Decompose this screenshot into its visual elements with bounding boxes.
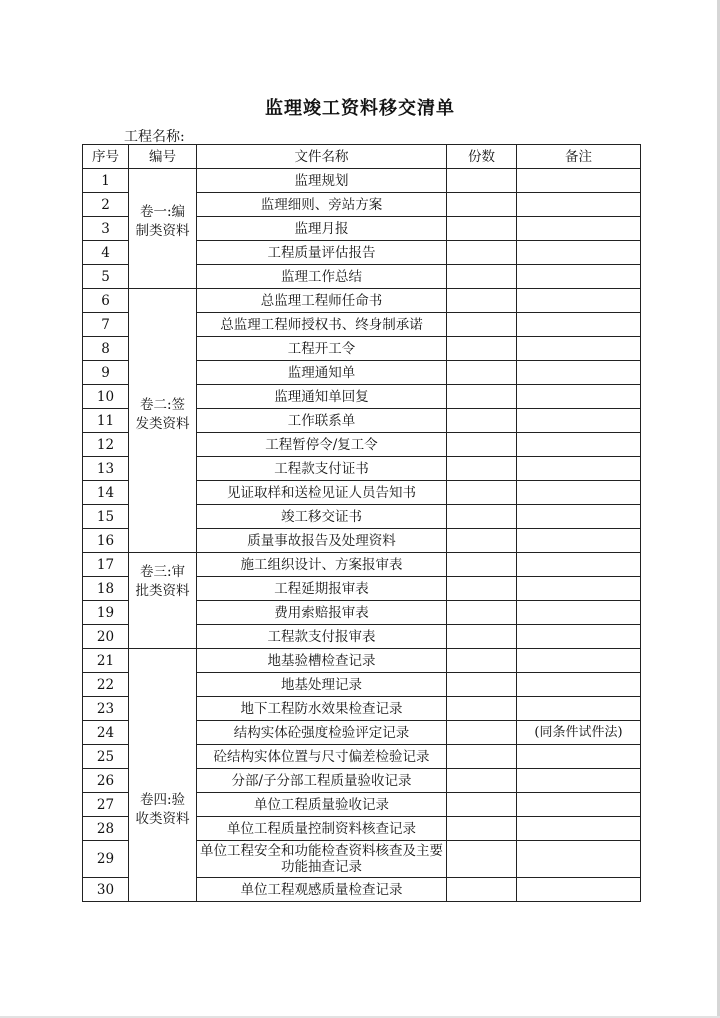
table-row [83,289,641,313]
file-name: 总监理工程师任命书 [197,289,447,313]
table-header-row [83,145,641,169]
file-name: 见证取样和送检见证人员告知书 [197,481,447,505]
file-name: 监理规划 [197,169,447,193]
copies-cell [447,817,517,841]
file-name: 竣工移交证书 [197,505,447,529]
file-name: 单位工程质量验收记录 [197,793,447,817]
copies-cell [447,289,517,313]
remark-cell [517,481,641,505]
volume-cell [129,289,197,553]
volume-label: 卷二:签发类资料 [135,397,190,432]
remark-cell [517,433,641,457]
file-name: 单位工程质量控制资料核查记录 [197,817,447,841]
remark-cell [517,577,641,601]
copies-cell [447,673,517,697]
row-number: 12 [83,433,129,457]
row-number: 8 [83,337,129,361]
copies-cell [447,433,517,457]
project-name-label: 工程名称: [124,129,185,145]
remark-cell [517,673,641,697]
remark-cell [517,169,641,193]
copies-cell [447,409,517,433]
file-name: 工程暂停令/复工令 [197,433,447,457]
copies-cell [447,505,517,529]
file-name: 监理通知单 [197,361,447,385]
volume-cell [129,649,197,902]
file-name: 工程质量评估报告 [197,241,447,265]
volume-cell [129,169,197,289]
file-name: 结构实体砼强度检验评定记录 [197,721,447,745]
remark-cell [517,793,641,817]
row-number: 16 [83,529,129,553]
remark-cell [517,313,641,337]
file-name: 单位工程观感质量检查记录 [197,878,447,902]
copies-cell [447,793,517,817]
remark-cell [517,625,641,649]
remark-cell [517,878,641,902]
file-name: 监理细则、旁站方案 [197,193,447,217]
row-number: 11 [83,409,129,433]
remark-cell [517,697,641,721]
row-number: 25 [83,745,129,769]
file-name: 工程延期报审表 [197,577,447,601]
header-copies: 份数 [447,145,517,169]
remark-cell [517,409,641,433]
remark-cell [517,337,641,361]
document-title: 监理竣工资料移交清单 [265,98,455,119]
remark-cell [517,745,641,769]
table-body [83,169,641,902]
file-name: 工程款支付证书 [197,457,447,481]
copies-cell [447,697,517,721]
file-name: 地下工程防水效果检查记录 [197,697,447,721]
row-number: 5 [83,265,129,289]
row-number: 23 [83,697,129,721]
header-no: 序号 [83,145,129,169]
remark-cell [517,841,641,878]
copies-cell [447,649,517,673]
remark-cell [517,769,641,793]
copies-cell [447,481,517,505]
row-number: 17 [83,553,129,577]
file-name: 分部/子分部工程质量验收记录 [197,769,447,793]
row-number: 7 [83,313,129,337]
remark-cell [517,193,641,217]
file-name: 监理工作总结 [197,265,447,289]
row-number: 30 [83,878,129,902]
copies-cell [447,841,517,878]
remark-cell [517,505,641,529]
copies-cell [447,721,517,745]
remark-cell [517,385,641,409]
file-name: 地基验槽检查记录 [197,649,447,673]
file-name: 监理通知单回复 [197,385,447,409]
copies-cell [447,878,517,902]
row-number: 15 [83,505,129,529]
remark-cell [517,601,641,625]
row-number: 27 [83,793,129,817]
copies-cell [447,385,517,409]
remark-cell [517,265,641,289]
remark-cell [517,649,641,673]
remark-cell [517,529,641,553]
file-name: 单位工程安全和功能检查资料核查及主要功能抽查记录 [197,841,447,878]
file-name: 监理月报 [197,217,447,241]
row-number: 9 [83,361,129,385]
remark-cell [517,817,641,841]
table-row [83,169,641,193]
file-name: 工程款支付报审表 [197,625,447,649]
file-name: 工程开工令 [197,337,447,361]
copies-cell [447,241,517,265]
header-name: 文件名称 [197,145,447,169]
handover-table [82,144,641,902]
row-number: 2 [83,193,129,217]
remark-cell [517,457,641,481]
row-number: 24 [83,721,129,745]
file-name: 地基处理记录 [197,673,447,697]
copies-cell [447,337,517,361]
row-number: 4 [83,241,129,265]
table-row [83,553,641,577]
row-number: 13 [83,457,129,481]
row-number: 3 [83,217,129,241]
file-name: 工作联系单 [197,409,447,433]
row-number: 29 [83,841,129,878]
table-row [83,649,641,673]
row-number: 1 [83,169,129,193]
volume-label: 卷四:验收类资料 [135,792,190,827]
volume-label: 卷一:编制类资料 [135,204,190,239]
copies-cell [447,601,517,625]
file-name: 质量事故报告及处理资料 [197,529,447,553]
row-number: 26 [83,769,129,793]
copies-cell [447,193,517,217]
file-name: 总监理工程师授权书、终身制承诺 [197,313,447,337]
remark-cell [517,289,641,313]
copies-cell [447,217,517,241]
copies-cell [447,625,517,649]
volume-cell [129,553,197,649]
row-number: 21 [83,649,129,673]
file-name: 施工组织设计、方案报审表 [197,553,447,577]
remark-cell [517,241,641,265]
copies-cell [447,265,517,289]
header-code: 编号 [129,145,197,169]
row-number: 28 [83,817,129,841]
file-name: 砼结构实体位置与尺寸偏差检验记录 [197,745,447,769]
copies-cell [447,169,517,193]
file-name: 费用索赔报审表 [197,601,447,625]
copies-cell [447,529,517,553]
row-number: 20 [83,625,129,649]
copies-cell [447,577,517,601]
copies-cell [447,313,517,337]
row-number: 19 [83,601,129,625]
copies-cell [447,457,517,481]
row-number: 18 [83,577,129,601]
row-number: 14 [83,481,129,505]
row-number: 10 [83,385,129,409]
row-number: 6 [83,289,129,313]
remark-cell [517,217,641,241]
remark-cell [517,361,641,385]
remark-cell: (同条件试件法) [517,721,641,745]
copies-cell [447,769,517,793]
header-remark: 备注 [517,145,641,169]
copies-cell [447,553,517,577]
copies-cell [447,361,517,385]
copies-cell [447,745,517,769]
volume-label: 卷三:审批类资料 [135,564,190,599]
remark-cell [517,553,641,577]
row-number: 22 [83,673,129,697]
